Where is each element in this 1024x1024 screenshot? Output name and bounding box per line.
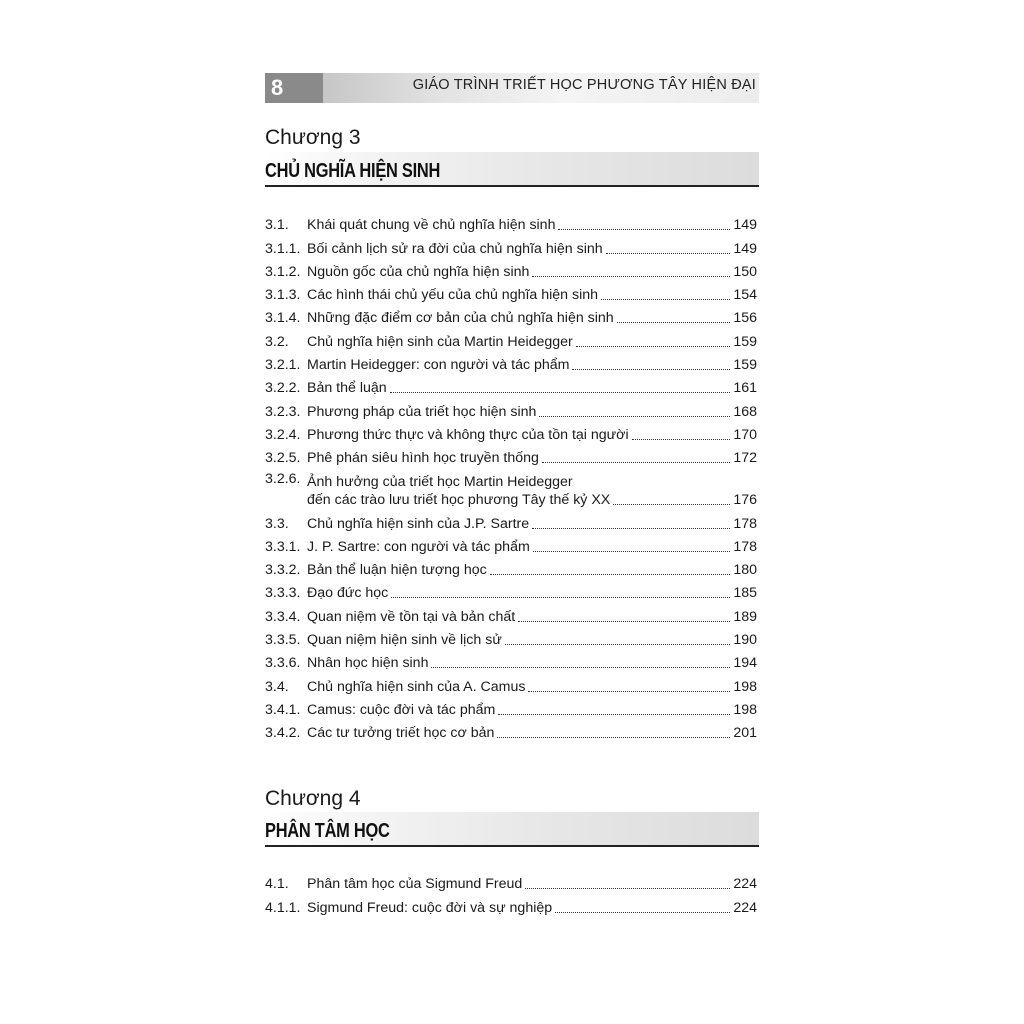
toc-dot-leader bbox=[498, 714, 730, 715]
toc-entry-title: Phê phán siêu hình học truyền thống bbox=[307, 450, 539, 467]
toc-entry-text bbox=[307, 654, 757, 672]
toc-entry-title: Chủ nghĩa hiện sinh của J.P. Sartre bbox=[307, 515, 530, 532]
toc-dot-leader bbox=[431, 667, 730, 668]
toc-entry bbox=[265, 509, 757, 532]
toc-dot-leader bbox=[555, 912, 730, 913]
toc-entry-number: 3.2.4. bbox=[265, 426, 301, 443]
toc-entry-title: Phân tâm học của Sigmund Freud bbox=[307, 876, 523, 893]
toc-entry-number: 3.3.4. bbox=[265, 608, 301, 625]
toc-entry bbox=[265, 234, 757, 257]
toc-entry-text bbox=[307, 631, 757, 649]
chapter-rule bbox=[265, 185, 759, 187]
toc-entry-number: 3.2.1. bbox=[265, 357, 301, 374]
toc-dot-leader bbox=[532, 528, 730, 529]
toc-entry-text bbox=[307, 473, 757, 509]
toc-entry-title: Khái quát chung về chủ nghĩa hiện sinh bbox=[307, 217, 556, 234]
toc-entry-page: 159 bbox=[733, 357, 757, 374]
toc-entry-page: 178 bbox=[733, 515, 757, 532]
toc-entry-title: J. P. Sartre: con người và tác phẩm bbox=[307, 538, 530, 555]
toc-dot-leader bbox=[558, 229, 730, 230]
toc-dot-leader bbox=[539, 416, 730, 417]
toc-entry-title: Phương pháp của triết học hiện sinh bbox=[307, 403, 537, 420]
toc-entry bbox=[265, 327, 757, 350]
toc-entry-title: Phương thức thực và không thực của tồn tại người bbox=[307, 426, 629, 443]
toc-entry-number: 3.3. bbox=[265, 515, 289, 532]
toc-entry-number: 3.2.3. bbox=[265, 403, 301, 420]
toc-entry bbox=[265, 602, 757, 625]
toc-entry-page: 156 bbox=[733, 310, 757, 327]
toc-entry-title: Bản thể luận hiện tượng học bbox=[307, 562, 487, 579]
toc-entry-text bbox=[307, 356, 757, 374]
toc-entry bbox=[265, 281, 757, 304]
toc-entry-number: 3.2.6. bbox=[265, 471, 301, 488]
toc-dot-leader bbox=[601, 299, 730, 300]
toc-entry bbox=[265, 696, 757, 719]
toc-entry-page: 172 bbox=[733, 450, 757, 467]
toc-entry-text bbox=[307, 899, 757, 917]
toc-entry-number: 3.4.2. bbox=[265, 725, 301, 742]
toc-entry-text bbox=[307, 584, 757, 602]
toc-entry-title: Camus: cuộc đời và tác phẩm bbox=[307, 701, 496, 718]
chapter-title: CHỦ NGHĨA HIỆN SINH bbox=[265, 160, 441, 182]
chapter-rule bbox=[265, 845, 759, 847]
toc-entry-number: 3.4. bbox=[265, 678, 289, 695]
toc-dot-leader bbox=[528, 691, 730, 692]
toc-entry bbox=[265, 258, 757, 281]
toc-entry-number: 4.1. bbox=[265, 876, 289, 893]
toc-entry-number: 3.4.1. bbox=[265, 701, 301, 718]
chapter-title: PHÂN TÂM HỌC bbox=[265, 820, 390, 842]
toc-entry bbox=[265, 467, 757, 509]
toc-entry-title: Chủ nghĩa hiện sinh của Martin Heidegger bbox=[307, 333, 573, 350]
toc-entry-page: 178 bbox=[733, 538, 757, 555]
toc-entry-page: 154 bbox=[733, 287, 757, 304]
toc-entry-page: 198 bbox=[733, 701, 757, 718]
toc-entry-text bbox=[307, 216, 757, 234]
toc-entry-number: 3.1. bbox=[265, 217, 289, 234]
toc-entry-number: 3.2.5. bbox=[265, 450, 301, 467]
toc-entry-title: Quan niệm hiện sinh về lịch sử bbox=[307, 632, 502, 649]
toc-entry-text bbox=[307, 608, 757, 626]
toc-entry-text bbox=[307, 515, 757, 533]
toc-entry-text bbox=[307, 309, 757, 327]
toc-entry bbox=[265, 556, 757, 579]
toc-list bbox=[265, 211, 757, 742]
toc-dot-leader bbox=[391, 597, 730, 598]
toc-dot-leader bbox=[525, 888, 730, 889]
toc-entry-number: 3.3.6. bbox=[265, 655, 301, 672]
toc-dot-leader bbox=[632, 439, 731, 440]
toc-entry-title: Nhân học hiện sinh bbox=[307, 655, 429, 672]
toc-entry bbox=[265, 870, 757, 893]
toc-entry bbox=[265, 421, 757, 444]
toc-entry-text bbox=[307, 561, 757, 579]
toc-entry-page: 161 bbox=[733, 380, 757, 397]
toc-entry-text bbox=[307, 286, 757, 304]
toc-dot-leader bbox=[613, 504, 730, 505]
toc-dot-leader bbox=[505, 644, 731, 645]
chapter-label: Chương 3 bbox=[265, 126, 361, 149]
toc-entry-title: Quan niệm về tồn tại và bản chất bbox=[307, 608, 516, 625]
toc-entry bbox=[265, 626, 757, 649]
toc-entry bbox=[265, 211, 757, 234]
toc-entry-number: 3.1.4. bbox=[265, 310, 301, 327]
toc-entry-title: Ảnh hưởng của triết học Martin Heidegger bbox=[307, 474, 573, 491]
toc-entry-text bbox=[307, 678, 757, 696]
toc-entry-page: 201 bbox=[733, 725, 757, 742]
toc-entry-text bbox=[307, 240, 757, 258]
toc-entry-text bbox=[307, 379, 757, 397]
toc-entry-page: 224 bbox=[733, 899, 757, 916]
chapter-label: Chương 4 bbox=[265, 787, 361, 810]
toc-entry-text bbox=[307, 538, 757, 556]
toc-entry-number: 4.1.1. bbox=[265, 899, 301, 916]
toc-entry-page: 170 bbox=[733, 426, 757, 443]
toc-dot-leader bbox=[617, 322, 731, 323]
toc-entry-number: 3.1.1. bbox=[265, 240, 301, 257]
toc-entry-text bbox=[307, 449, 757, 467]
toc-entry-text bbox=[307, 701, 757, 719]
page-number: 8 bbox=[265, 73, 323, 103]
toc-entry bbox=[265, 533, 757, 556]
toc-entry-page: 185 bbox=[733, 585, 757, 602]
toc-entry-title: Bản thể luận bbox=[307, 380, 387, 397]
toc-entry-text bbox=[307, 403, 757, 421]
toc-entry-number: 3.3.1. bbox=[265, 538, 301, 555]
toc-entry bbox=[265, 649, 757, 672]
toc-entry-page: 150 bbox=[733, 263, 757, 280]
toc-entry-page: 180 bbox=[733, 562, 757, 579]
toc-entry-number: 3.2. bbox=[265, 333, 289, 350]
toc-dot-leader bbox=[576, 346, 731, 347]
toc-dot-leader bbox=[518, 621, 730, 622]
toc-entry bbox=[265, 374, 757, 397]
toc-entry-page: 149 bbox=[733, 240, 757, 257]
toc-dot-leader bbox=[390, 392, 731, 393]
toc-dot-leader bbox=[490, 574, 731, 575]
toc-entry-page: 149 bbox=[733, 217, 757, 234]
toc-entry bbox=[265, 893, 757, 916]
toc-entry-page: 224 bbox=[733, 876, 757, 893]
toc-entry-title: Đạo đức học bbox=[307, 585, 389, 602]
toc-entry-number: 3.1.3. bbox=[265, 287, 301, 304]
toc-entry bbox=[265, 672, 757, 695]
toc-entry-title: Martin Heidegger: con người và tác phẩm bbox=[307, 357, 570, 374]
toc-entry-number: 3.3.5. bbox=[265, 632, 301, 649]
toc-dot-leader bbox=[532, 276, 730, 277]
toc-entry-page: 194 bbox=[733, 655, 757, 672]
toc-entry-text bbox=[307, 263, 757, 281]
toc-entry-title: Nguồn gốc của chủ nghĩa hiện sinh bbox=[307, 263, 530, 280]
toc-entry-title: Các tư tưởng triết học cơ bản bbox=[307, 725, 495, 742]
toc-entry-number: 3.3.2. bbox=[265, 562, 301, 579]
toc-entry-page: 190 bbox=[733, 632, 757, 649]
toc-entry-text bbox=[307, 426, 757, 444]
toc-dot-leader bbox=[497, 737, 730, 738]
toc-entry-number: 3.3.3. bbox=[265, 585, 301, 602]
toc-entry-title-continued: đến các trào lưu triết học phương Tây thế kỷ XX bbox=[307, 492, 611, 509]
toc-entry-page: 176 bbox=[733, 492, 757, 509]
toc-entry-number: 3.1.2. bbox=[265, 263, 301, 280]
running-title: GIÁO TRÌNH TRIẾT HỌC PHƯƠNG TÂY HIỆN ĐẠI bbox=[412, 77, 756, 93]
toc-entry bbox=[265, 304, 757, 327]
toc-entry-page: 168 bbox=[733, 403, 757, 420]
toc-entry-text bbox=[307, 333, 757, 351]
toc-entry-title: Bối cảnh lịch sử ra đời của chủ nghĩa hiện sinh bbox=[307, 240, 603, 257]
toc-entry bbox=[265, 397, 757, 420]
toc-entry bbox=[265, 444, 757, 467]
toc-dot-leader bbox=[533, 551, 731, 552]
toc-list bbox=[265, 870, 757, 917]
toc-entry-title: Chủ nghĩa hiện sinh của A. Camus bbox=[307, 678, 526, 695]
toc-dot-leader bbox=[542, 462, 730, 463]
toc-dot-leader bbox=[606, 253, 731, 254]
toc-entry bbox=[265, 351, 757, 374]
toc-entry-title: Các hình thái chủ yếu của chủ nghĩa hiện sinh bbox=[307, 287, 599, 304]
toc-entry-page: 189 bbox=[733, 608, 757, 625]
toc-entry bbox=[265, 719, 757, 742]
toc-entry-page: 198 bbox=[733, 678, 757, 695]
toc-dot-leader bbox=[572, 369, 730, 370]
toc-entry-title: Sigmund Freud: cuộc đời và sự nghiệp bbox=[307, 899, 553, 916]
toc-entry-number: 3.2.2. bbox=[265, 380, 301, 397]
toc-entry-text bbox=[307, 875, 757, 893]
toc-entry-page: 159 bbox=[733, 333, 757, 350]
toc-entry-text bbox=[307, 724, 757, 742]
toc-entry-title: Những đặc điểm cơ bản của chủ nghĩa hiện sinh bbox=[307, 310, 614, 327]
toc-entry bbox=[265, 579, 757, 602]
